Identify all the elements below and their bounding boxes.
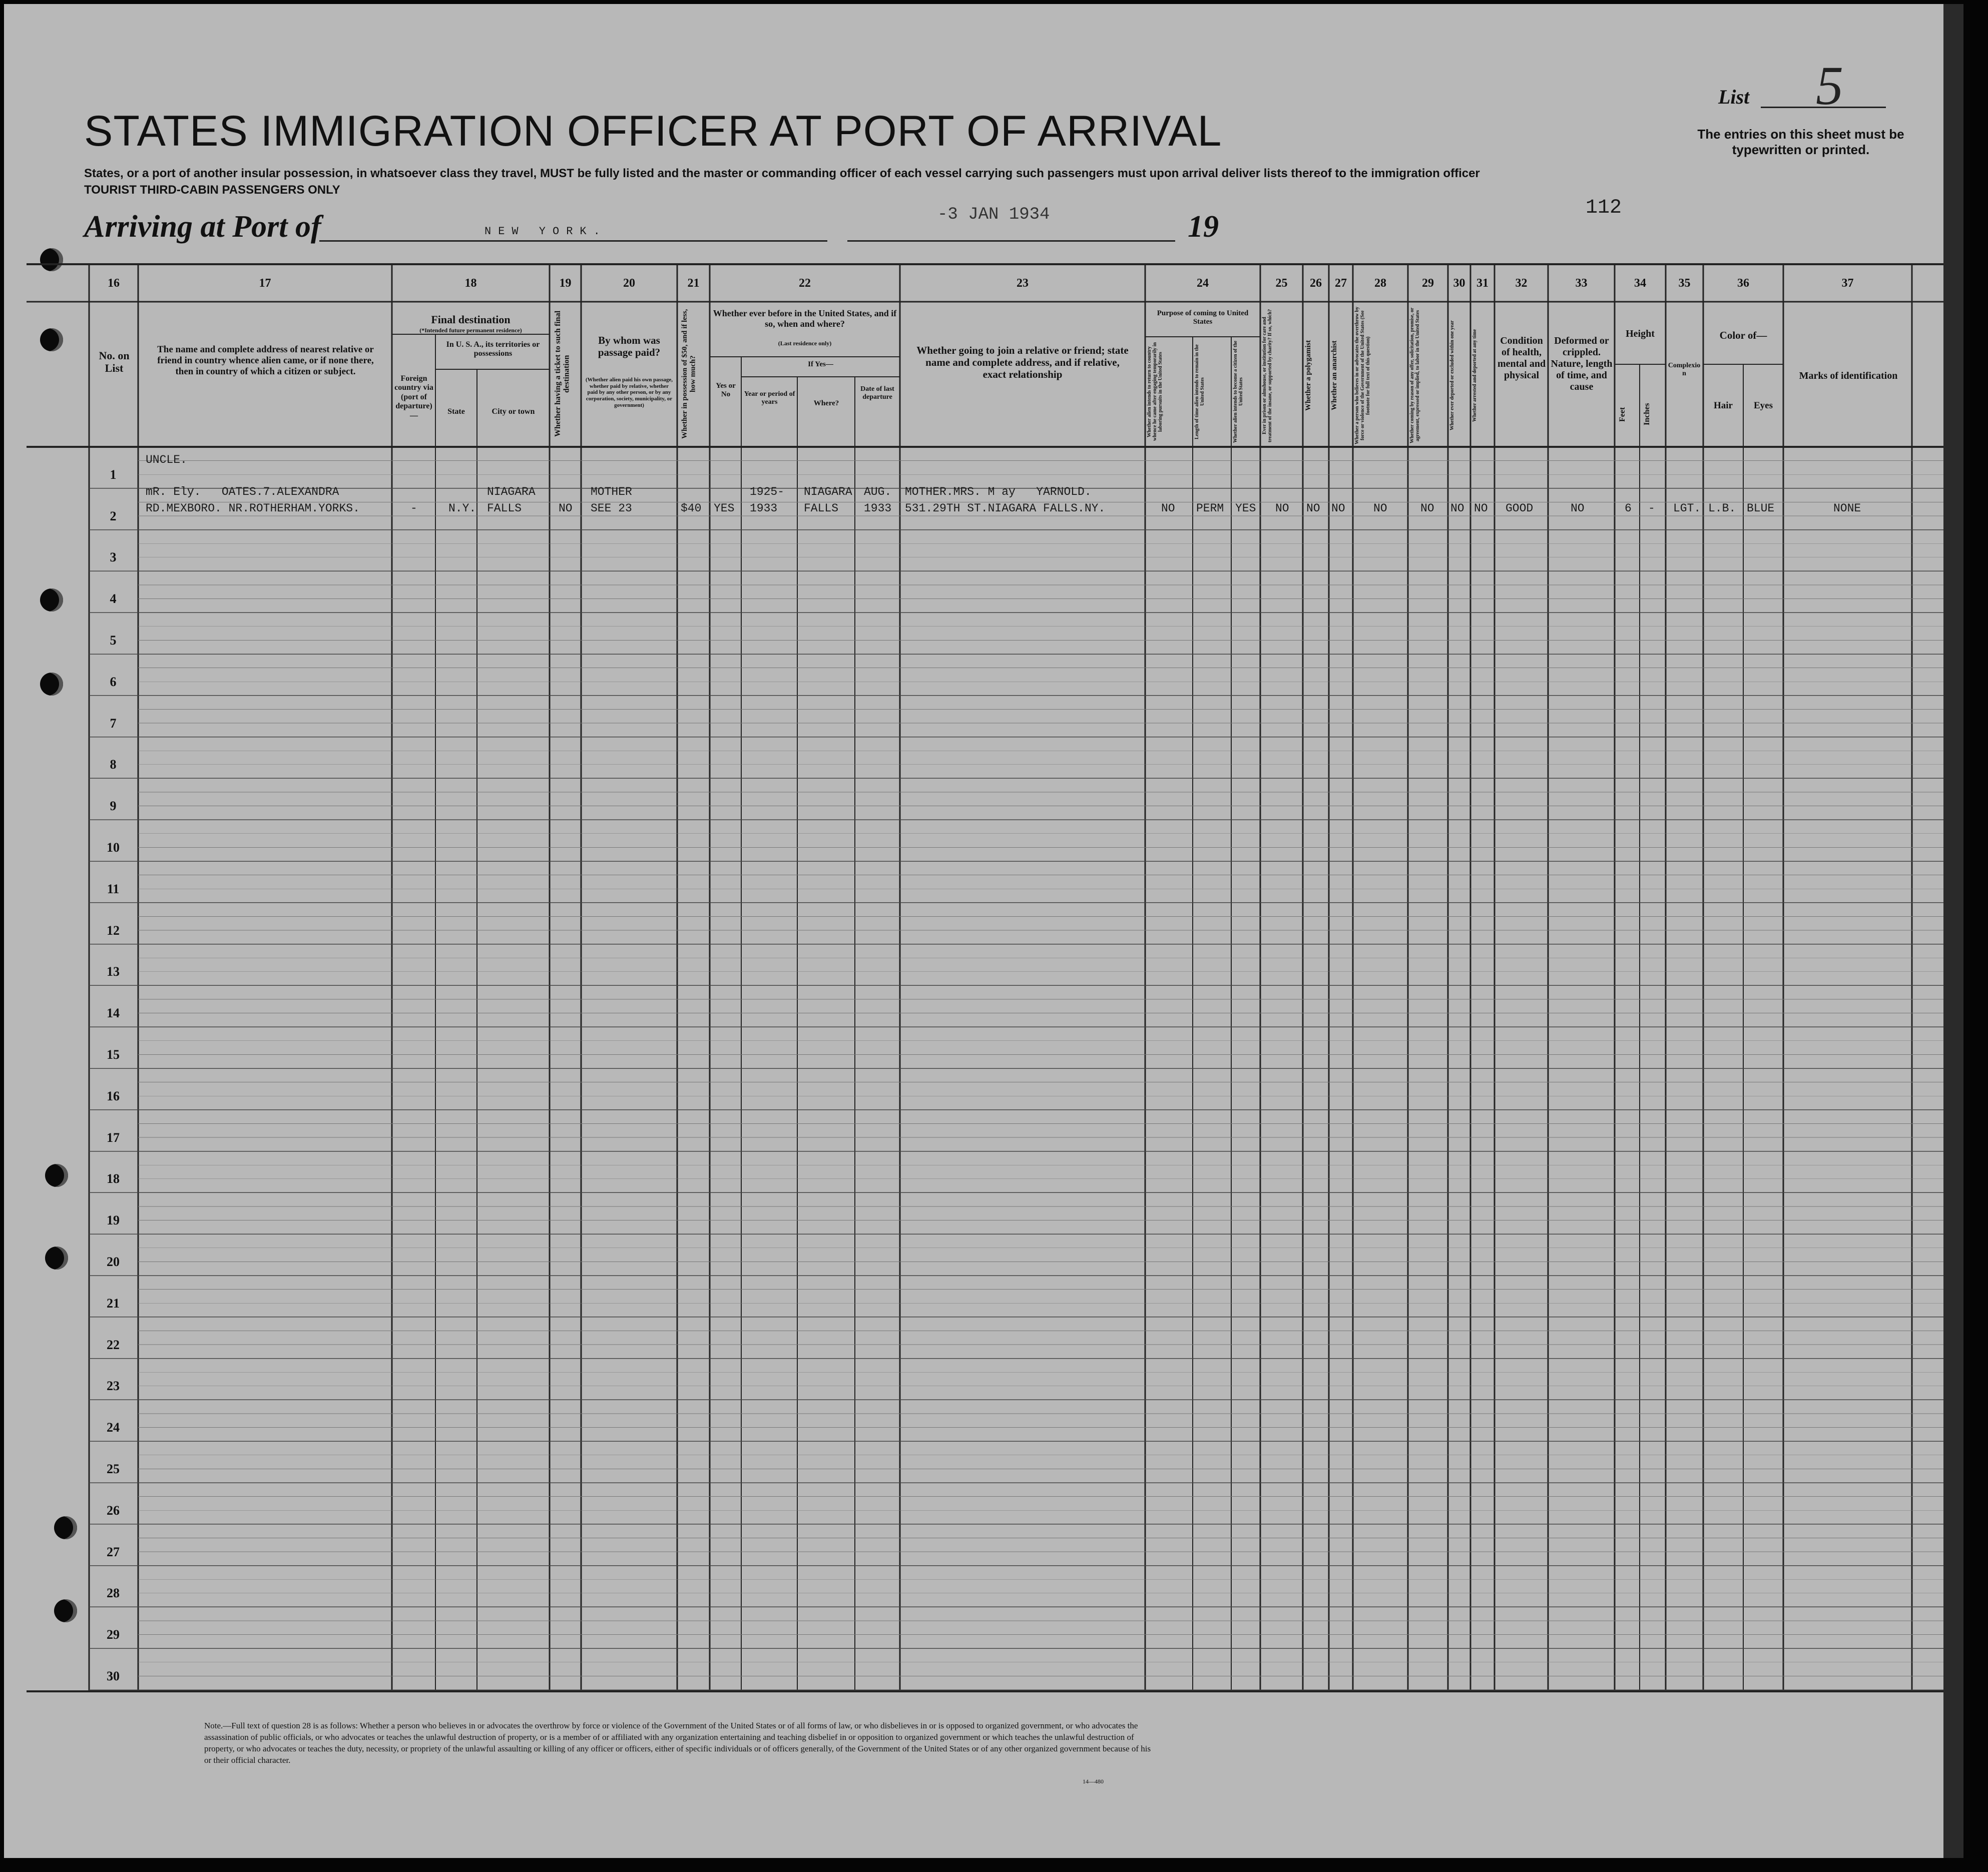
header-color: Color of— — [1719, 329, 1767, 341]
header-ticket: Whether having a ticket to such final destination — [554, 310, 571, 437]
list-number: 5 — [1816, 55, 1843, 116]
row-number: 23 — [107, 1379, 120, 1394]
col-number-20: 20 — [623, 277, 635, 290]
entry-offer: NO — [1420, 502, 1434, 515]
header-feet: Feet — [1618, 407, 1627, 422]
header-deported: Whether ever deported or excluded within one year — [1449, 320, 1455, 431]
entry-where-line1: NIAGARA — [804, 485, 852, 498]
col-number-27: 27 — [1335, 277, 1347, 290]
row-number: 28 — [107, 1586, 120, 1601]
row-number: 21 — [107, 1296, 120, 1311]
entry-relation: UNCLE. — [146, 453, 187, 466]
row-number: 16 — [107, 1088, 120, 1103]
page-title: STATES IMMIGRATION OFFICER AT PORT OF ARRIVAL — [84, 107, 1222, 155]
header-health: Condition of health, mental and physical — [1497, 335, 1546, 381]
port-name: NEW YORK. — [484, 225, 607, 238]
col-number-30: 30 — [1453, 277, 1465, 290]
entry-polygamist: NO — [1306, 502, 1320, 515]
entry-paid-line2: SEE 23 — [591, 502, 632, 515]
col-number-37: 37 — [1841, 277, 1854, 290]
row-number: 24 — [107, 1420, 120, 1435]
header-usa: In U. S. A., its territories or possessions — [446, 340, 540, 358]
entry-inches: - — [1648, 502, 1655, 515]
col-number-19: 19 — [559, 277, 572, 290]
col-number-17: 17 — [259, 277, 271, 290]
arriving-label: Arriving at Port of — [84, 210, 321, 244]
header-nearest-relative: The name and complete address of nearest relative or friend in country whence alien came, or if none there, then in country of which a citizen or subject. — [157, 344, 374, 377]
entry-paid-line1: MOTHER — [591, 485, 632, 498]
entry-city-line1: NIAGARA — [487, 485, 536, 498]
row-number: 9 — [110, 799, 117, 814]
form-number: 14—480 — [1083, 1778, 1104, 1785]
typewritten-notice: The entries on this sheet must be typewritten or printed. — [1697, 127, 1904, 157]
header-passage-paid: By whom was passage paid? — [598, 334, 661, 359]
entry-years-line1: 1925- — [750, 485, 785, 498]
row-number: 4 — [110, 591, 117, 606]
manifest-sheet — [4, 4, 1963, 1858]
entry-marks: NONE — [1833, 502, 1861, 515]
row-number: 29 — [107, 1627, 120, 1642]
header-purpose-return: Whether alien intends to return to country whence he came after engaging temporarily in laboring pursuits in the United States — [1147, 342, 1163, 441]
header-purpose-citizen: Whether alien intends to become a citizen of the United States — [1233, 340, 1244, 443]
row-number: 17 — [107, 1130, 120, 1145]
header-before-in-us: Whether ever before in the United States, and if so, when and where? — [713, 308, 897, 329]
row-number: 19 — [107, 1213, 120, 1228]
col-number-31: 31 — [1476, 277, 1488, 290]
row-number: 27 — [107, 1544, 120, 1559]
header-overthrow: Whether a person who believes in or advocates the overthrow by force or violence of the Government of the United States (See footnote for full text of this question) — [1354, 307, 1371, 444]
entry-deformed: NO — [1571, 502, 1585, 515]
row-number: 6 — [110, 674, 117, 689]
entry-purpose-citizen: YES — [1235, 502, 1256, 515]
entry-state: N.Y. — [448, 502, 476, 515]
entry-health: GOOD — [1506, 502, 1534, 515]
header-anarchist: Whether an anarchist — [1330, 340, 1338, 411]
entry-overthrow: NO — [1373, 502, 1387, 515]
header-hair: Hair — [1714, 400, 1733, 411]
entry-prison: NO — [1275, 502, 1289, 515]
header-purpose-length: Length of time alien intends to remain in the United States — [1194, 344, 1205, 439]
date-stamp: -3 JAN 1934 — [937, 205, 1050, 224]
col-number-18: 18 — [464, 277, 477, 290]
header-purpose: Purpose of coming to United States — [1157, 309, 1249, 326]
header-money: Whether in possession of $50, and if less, how much? — [681, 309, 697, 439]
class-line: TOURIST THIRD-CABIN PASSENGERS ONLY — [84, 183, 340, 197]
entry-years-line2: 1933 — [750, 502, 778, 515]
entry-hair: L.B. — [1708, 502, 1736, 515]
row-number: 3 — [110, 550, 117, 565]
row-number: 25 — [107, 1462, 120, 1476]
row-number: 20 — [107, 1255, 120, 1269]
col-number-25: 25 — [1275, 277, 1288, 290]
row-number: 11 — [107, 881, 120, 896]
header-eyes: Eyes — [1754, 400, 1773, 411]
col-number-22: 22 — [799, 277, 811, 290]
row-number: 5 — [110, 633, 117, 648]
entry-city-line2: FALLS — [487, 502, 522, 515]
entry-date-line2: 1933 — [864, 502, 892, 515]
col-number-32: 32 — [1515, 277, 1528, 290]
header-inches: Inches — [1643, 403, 1651, 426]
header-state: State — [447, 407, 465, 416]
list-label: List — [1718, 86, 1750, 108]
entry-foreign-country: - — [410, 502, 417, 515]
col-number-23: 23 — [1017, 277, 1029, 290]
header-if-yes: If Yes— — [808, 360, 833, 368]
entry-feet: 6 — [1625, 502, 1632, 515]
col-number-21: 21 — [687, 277, 700, 290]
col-number-26: 26 — [1310, 277, 1322, 290]
header-arrested: Whether arrested and deported at any time — [1472, 329, 1477, 422]
entry-purpose-return: NO — [1161, 502, 1175, 515]
entry-purpose-length: PERM — [1196, 502, 1224, 515]
col-number-28: 28 — [1374, 277, 1386, 290]
entry-join-line1: MOTHER.MRS. M ay YARNOLD. — [905, 485, 1092, 498]
header-deformed: Deformed or crippled. Nature, length of time, and cause — [1551, 335, 1613, 392]
entry-anarchist: NO — [1331, 502, 1345, 515]
row-number: 7 — [110, 716, 117, 731]
row-number: 18 — [107, 1171, 120, 1186]
row-number: 26 — [107, 1503, 120, 1518]
entry-name-line1: mR. Ely. OATES.7.ALEXANDRA — [146, 485, 339, 498]
row-number: 1 — [110, 467, 117, 482]
header-marks: Marks of identification — [1799, 370, 1898, 381]
entry-date-line1: AUG. — [864, 485, 892, 498]
row-number: 13 — [107, 964, 120, 979]
col-number-34: 34 — [1634, 277, 1646, 290]
row-number: 10 — [107, 840, 120, 855]
entry-where-line2: FALLS — [804, 502, 839, 515]
footnote-question-28: Note.—Full text of question 28 is as follows: Whether a person who believes in or advocates the overthrow by force or violence of the Government of the United States or of all forms of law, or who disbelieves in or is opposed to organized government, or who advocates the assassination of public officials, or who advocates or teaches the unlawful destruction of property, or is a member of or affiliated with any organization entertaining and teaching disbelief in or opposition to organized government or which teaches the unlawful destruction of property, or who advocates or teaches the duty, necessity, or propriety of the unlawful assaulting or killing of any officer or officers, either of specific individuals or of officers generally, of the Government of the United States or of any other organized government because of his or their official character. — [204, 1721, 1151, 1765]
header-final-destination: Final destination — [431, 313, 511, 326]
page-number: 112 — [1586, 197, 1622, 219]
header-join-relative: Whether going to join a relative or friend; state name and complete address, and if relative, exact relationship — [916, 344, 1129, 381]
header-destination-note: (*Intended future permanent residence) — [419, 327, 522, 334]
row-number: 15 — [107, 1047, 120, 1062]
header-last-residence: (Last residence only) — [778, 340, 832, 347]
header-year: Year or period of years — [744, 390, 795, 406]
header-subtitle: States, or a port of another insular possession, in whatsoever class they travel, MUST be fully listed and the master or commanding officer of each vessel carrying such passengers must upon arrival deliver lists thereof to the immigration officer — [84, 167, 1480, 180]
entry-deported: NO — [1450, 502, 1464, 515]
col-number-33: 33 — [1575, 277, 1588, 290]
header-departure: Date of last departure — [860, 385, 894, 401]
col-number-29: 29 — [1422, 277, 1434, 290]
header-foreign-country: Foreign country via (port of departure)— — [394, 374, 433, 420]
row-number: 12 — [107, 923, 120, 938]
header-passage-note: (Whether alien paid his own passage, whether paid by relative, whether paid by any other person, or by any corporation, society, municipality, or government) — [586, 377, 673, 408]
col-number-24: 24 — [1197, 277, 1209, 290]
row-number: 22 — [107, 1337, 120, 1352]
header-labor-offer: Whether coming by reason of any offer, solicitation, promise, or agreement, expressed or implied, to labor in the United States — [1409, 307, 1420, 444]
col-number-36: 36 — [1737, 277, 1749, 290]
col-number-16: 16 — [108, 277, 120, 290]
row-number: 8 — [110, 757, 117, 772]
entry-name-line2: RD.MEXBORO. NR.ROTHERHAM.YORKS. — [146, 502, 360, 515]
entry-before: YES — [714, 502, 735, 515]
header-yes-no: Yes or No — [716, 382, 736, 399]
header-complexion: Complexion — [1668, 362, 1701, 378]
entry-arrested: NO — [1474, 502, 1488, 515]
entry-join-line2: 531.29TH ST.NIAGARA FALLS.NY. — [905, 502, 1106, 515]
row-number: 30 — [107, 1669, 120, 1683]
header-where: Where? — [813, 399, 839, 407]
entry-complexion: LGT. — [1673, 502, 1701, 515]
row-number: 2 — [110, 508, 117, 523]
entry-eyes: BLUE — [1747, 502, 1775, 515]
year-prefix: 19 — [1188, 210, 1219, 244]
header-prison: Ever in prison or almshouse, or institution for care and treatment of the insane, or supported by charity? If so, which? — [1262, 309, 1273, 442]
header-no-on-list: No. on List — [99, 349, 130, 375]
header-city: City or town — [491, 407, 535, 416]
header-height: Height — [1626, 328, 1655, 339]
col-number-35: 35 — [1678, 277, 1691, 290]
header-polygamist: Whether a polygamist — [1304, 340, 1312, 411]
entry-ticket: NO — [559, 502, 573, 515]
entry-money: $40 — [681, 502, 702, 515]
row-number: 14 — [107, 1006, 120, 1021]
